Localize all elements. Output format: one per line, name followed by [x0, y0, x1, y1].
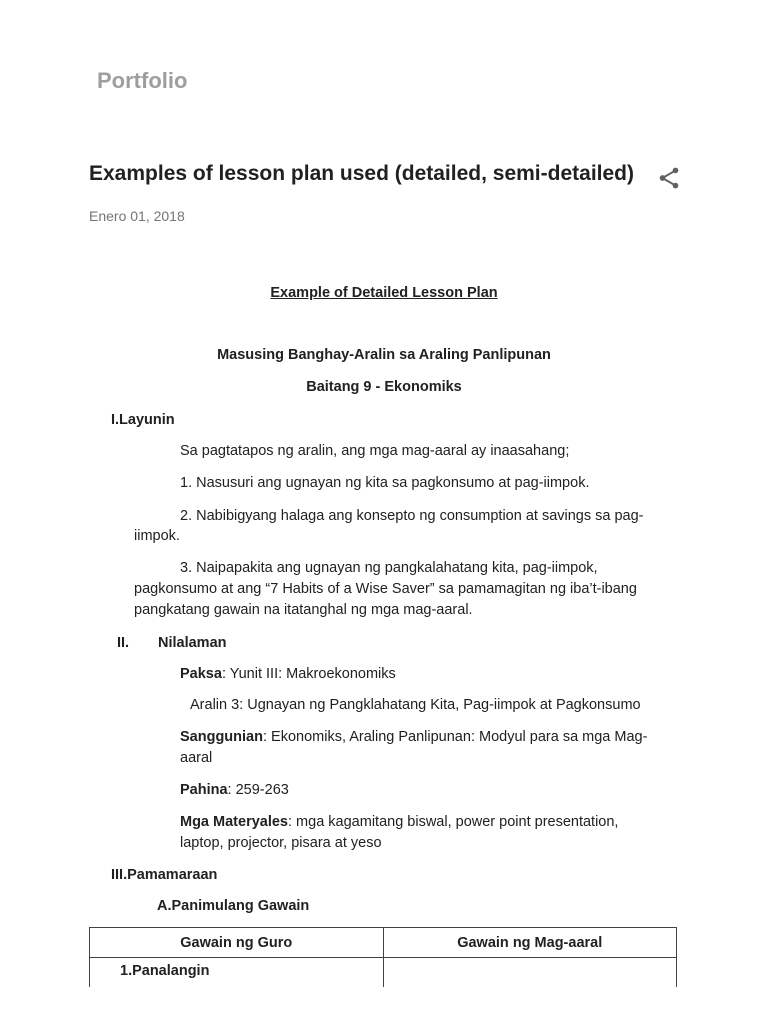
sanggunian-value: : Ekonomiks, Araling Panlipunan: Modyul para sa mga Mag-: [262, 729, 648, 745]
layunin-intro: Sa pagtatapos ng aralin, ang mga mag-aaral ay inaasahang;: [180, 443, 570, 459]
section-pamamaraan-title: III.Pamamaraan: [111, 867, 218, 883]
sanggunian-label: Sanggunian: [180, 729, 263, 745]
layunin-item-3c: pangkatang gawain na itatanghal ng mga mag-aaral.: [134, 602, 473, 618]
section-layunin-title: I.Layunin: [111, 412, 175, 428]
layunin-item-3b: pagkonsumo at ang “7 Habits of a Wise Saver” sa pamamagitan ng iba’t-ibang: [134, 581, 637, 597]
table-header-guro: Gawain ng Guro: [90, 928, 384, 958]
share-icon[interactable]: [656, 165, 682, 191]
pahina-value: : 259-263: [227, 782, 289, 798]
layunin-item-3a: 3. Naipapakita ang ugnayan ng pangkalahatang kita, pag-iimpok,: [180, 560, 598, 576]
layunin-item-1: 1. Nasusuri ang ugnayan ng kita sa pagkonsumo at pag-iimpok.: [180, 475, 590, 491]
pahina-line: [180, 780, 289, 801]
layunin-item-2a: 2. Nabibigyang halaga ang konsepto ng consumption at savings sa pag-: [180, 508, 644, 524]
post-date: Enero 01, 2018: [89, 208, 185, 224]
paksa-line: [180, 664, 396, 685]
section-nilalaman-title: Nilalaman: [158, 635, 227, 651]
pahina-label: Pahina: [180, 782, 228, 798]
blog-name[interactable]: Portfolio: [97, 68, 188, 93]
materyales-label: Mga Materyales: [180, 814, 288, 830]
sanggunian-line-2: aaral: [180, 750, 213, 766]
sanggunian-line: [180, 727, 647, 748]
aralin-line: Aralin 3: Ugnayan ng Pangklahatang Kita, Pag-iimpok at Pagkonsumo: [190, 697, 641, 713]
lesson-plan-subheading: Masusing Banghay-Aralin sa Araling Panlipunan: [217, 347, 551, 363]
post-title: Examples of lesson plan used (detailed, semi-detailed): [89, 162, 634, 185]
layunin-item-2b: iimpok.: [134, 528, 180, 544]
panalangin-label: 1.Panalangin: [120, 963, 210, 979]
materyales-line: [180, 812, 618, 833]
paksa-label: Paksa: [180, 666, 222, 682]
panimulang-gawain-title: A.Panimulang Gawain: [157, 898, 310, 914]
lesson-plan-grade: Baitang 9 - Ekonomiks: [306, 379, 462, 395]
viewport-cutoff: [0, 987, 768, 1024]
table-header-row: [90, 928, 677, 958]
section-nilalaman-number: II.: [117, 635, 130, 651]
lesson-plan-heading: Example of Detailed Lesson Plan: [270, 285, 498, 301]
paksa-value: : Yunit III: Makroekonomiks: [221, 666, 396, 682]
materyales-line-2: laptop, projector, pisara at yeso: [180, 835, 382, 851]
table-header-mag-aaral: Gawain ng Mag-aaral: [383, 928, 677, 958]
materyales-value: : mga kagamitang biswal, power point presentation,: [288, 814, 619, 830]
